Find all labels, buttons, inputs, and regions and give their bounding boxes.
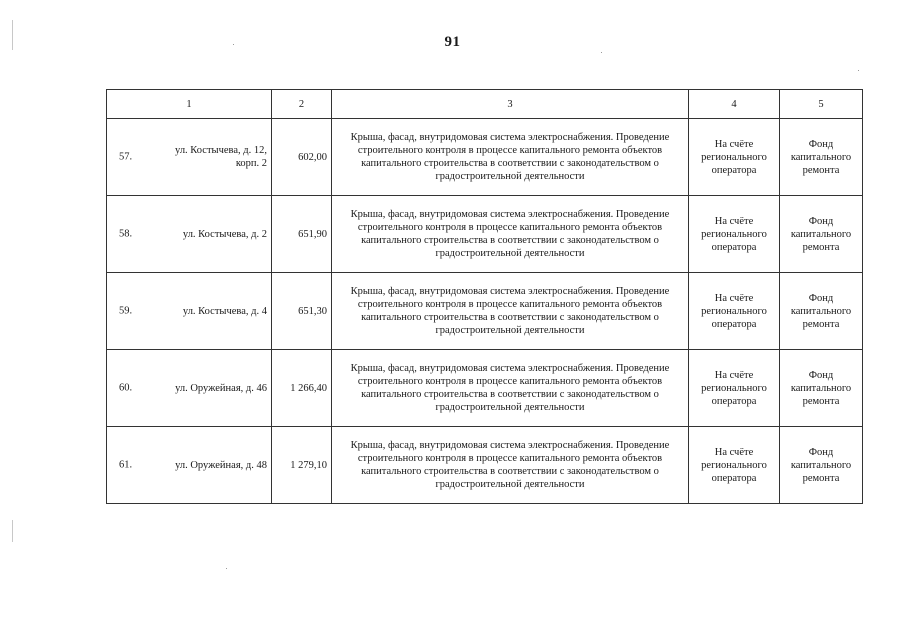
address: ул. Оружейная, д. 46: [175, 382, 267, 394]
header-col-5: 5: [780, 90, 863, 119]
funding-source-cell: Фонд капитального ремонта: [780, 196, 863, 273]
address: ул. Костычева, д. 2: [182, 228, 267, 240]
area-cell: 602,00: [272, 119, 332, 196]
works-cell: Крыша, фасад, внутридомовая система электроснабжения. Проведение строительного контроля в процессе капитального ремонта объектов капитального строительства в соответствии с законодательством о градостроительной деятельности: [332, 119, 689, 196]
area-cell: 1 279,10: [272, 427, 332, 504]
header-col-1: 1: [107, 90, 272, 119]
address-cell: [107, 427, 272, 504]
header-col-2: 2: [272, 90, 332, 119]
scan-speck: [858, 70, 859, 71]
address: ул. Оружейная, д. 48: [175, 459, 267, 471]
scan-speck: [601, 52, 602, 53]
area-cell: 651,90: [272, 196, 332, 273]
account-holder-cell: На счёте регионального оператора: [689, 427, 780, 504]
area-cell: 651,30: [272, 273, 332, 350]
address: ул. Костычева, д. 12, корп. 2: [175, 145, 267, 169]
funding-source-cell: Фонд капитального ремонта: [780, 350, 863, 427]
row-number: 57.: [119, 151, 133, 163]
scan-speck: [226, 568, 227, 569]
scan-edge-mark: [12, 520, 13, 542]
table-row: [107, 427, 863, 504]
table-header-row: [107, 90, 863, 119]
table-row: [107, 273, 863, 350]
works-cell: Крыша, фасад, внутридомовая система электроснабжения. Проведение строительного контроля в процессе капитального ремонта объектов капитального строительства в соответствии с законодательством о градостроительной деятельности: [332, 350, 689, 427]
address: ул. Костычева, д. 4: [182, 305, 267, 317]
row-number: 61.: [119, 459, 133, 471]
table-row: [107, 350, 863, 427]
works-cell: Крыша, фасад, внутридомовая система электроснабжения. Проведение строительного контроля в процессе капитального ремонта объектов капитального строительства в соответствии с законодательством о градостроительной деятельности: [332, 427, 689, 504]
header-col-4: 4: [689, 90, 780, 119]
works-cell: Крыша, фасад, внутридомовая система электроснабжения. Проведение строительного контроля в процессе капитального ремонта объектов капитального строительства в соответствии с законодательством о градостроительной деятельности: [332, 196, 689, 273]
page-number: 91: [444, 34, 461, 50]
works-cell: Крыша, фасад, внутридомовая система электроснабжения. Проведение строительного контроля в процессе капитального ремонта объектов капитального строительства в соответствии с законодательством о градостроительной деятельности: [332, 273, 689, 350]
scan-speck: [233, 44, 234, 45]
address-cell: [107, 350, 272, 427]
row-number: 58.: [119, 228, 133, 240]
area-cell: 1 266,40: [272, 350, 332, 427]
account-holder-cell: На счёте регионального оператора: [689, 273, 780, 350]
funding-source-cell: Фонд капитального ремонта: [780, 273, 863, 350]
funding-source-cell: Фонд капитального ремонта: [780, 427, 863, 504]
table-row: [107, 119, 863, 196]
account-holder-cell: На счёте регионального оператора: [689, 196, 780, 273]
funding-source-cell: Фонд капитального ремонта: [780, 119, 863, 196]
header-col-3: 3: [332, 90, 689, 119]
address-cell: [107, 273, 272, 350]
repair-plan-table: [106, 89, 863, 504]
row-number: 59.: [119, 305, 133, 317]
account-holder-cell: На счёте регионального оператора: [689, 119, 780, 196]
table-row: [107, 196, 863, 273]
address-cell: [107, 196, 272, 273]
address-cell: [107, 119, 272, 196]
row-number: 60.: [119, 382, 133, 394]
account-holder-cell: На счёте регионального оператора: [689, 350, 780, 427]
scan-edge-mark: [12, 20, 13, 50]
